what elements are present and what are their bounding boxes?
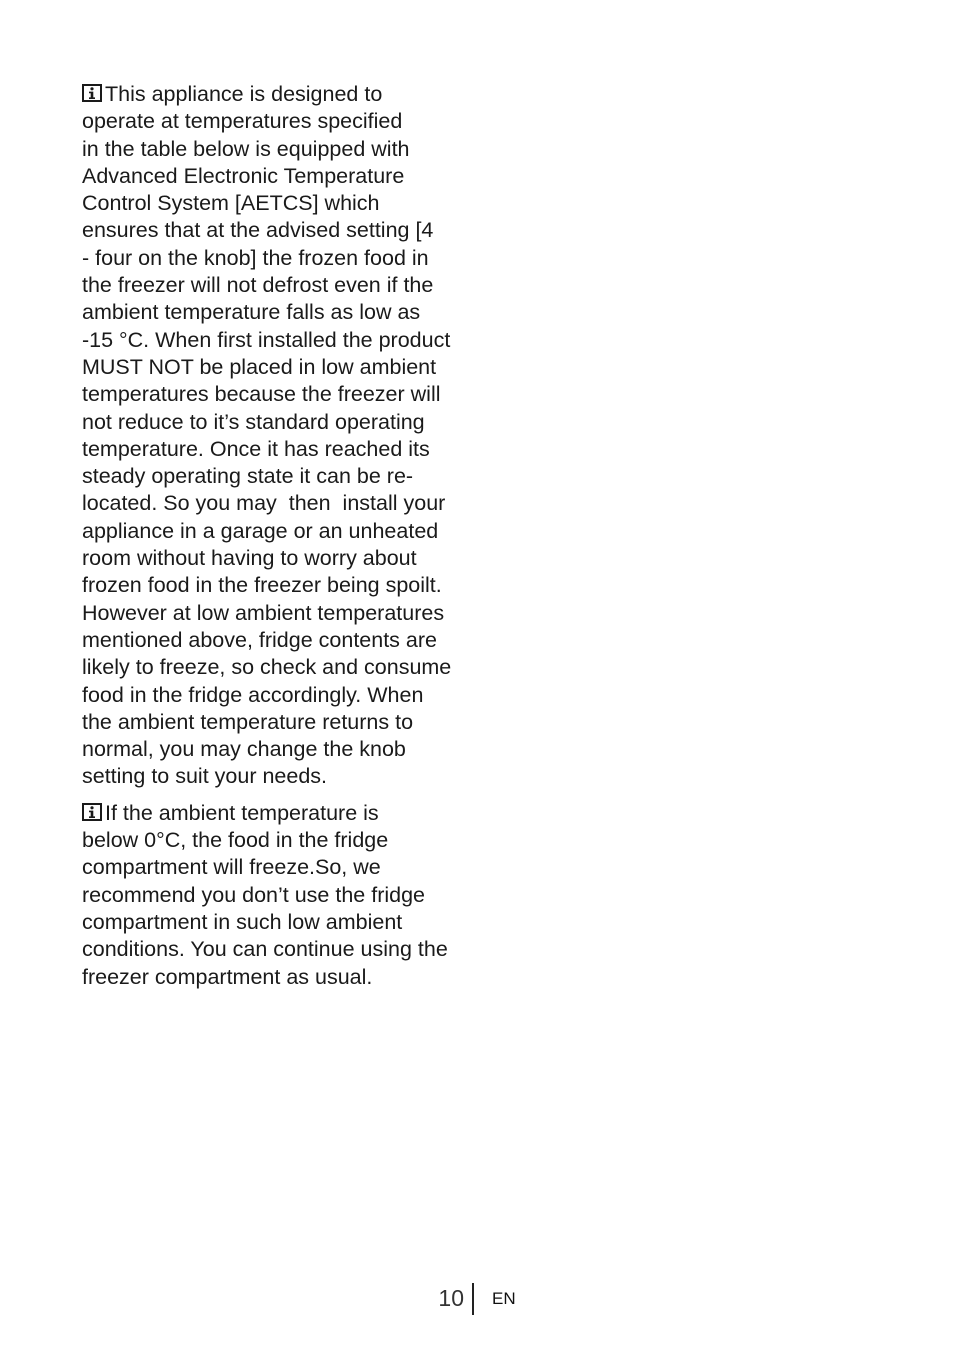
paragraph-line: recommend you don’t use the fridge	[82, 882, 426, 907]
paragraph-line: ensures that at the advised setting [4	[82, 218, 434, 243]
paragraph-line: compartment will freeze.So, we	[82, 855, 381, 880]
paragraph-line: Advanced Electronic Temperature	[82, 163, 405, 188]
info-icon	[82, 84, 102, 102]
paragraph-line: This appliance is designed to	[82, 81, 467, 108]
info-icon	[82, 803, 102, 821]
info-paragraph-2	[82, 800, 467, 991]
paragraph-line: Control System [AETCS] which	[82, 191, 380, 216]
paragraph-line: not reduce to it’s standard operating	[82, 409, 425, 434]
paragraph-line: likely to freeze, so check and consume	[82, 655, 452, 680]
paragraph-line: in the table below is equipped with	[82, 136, 410, 161]
paragraph-line: setting to suit your needs.	[82, 764, 328, 789]
page-footer	[0, 1283, 954, 1317]
paragraph-line: If the ambient temperature is	[82, 800, 467, 827]
paragraph-line: food in the fridge accordingly. When	[82, 682, 424, 707]
paragraph-line: compartment in such low ambient	[82, 909, 403, 934]
paragraph-line: appliance in a garage or an unheated	[82, 518, 439, 543]
page-number: 10	[438, 1285, 464, 1311]
content-column	[82, 81, 467, 991]
paragraph-line: the freezer will not defrost even if the	[82, 273, 434, 298]
language-code: EN	[492, 1289, 516, 1308]
paragraph-line: below 0°C, the food in the fridge	[82, 828, 389, 853]
paragraph-line: normal, you may change the knob	[82, 737, 406, 762]
paragraph-line: However at low ambient temperatures	[82, 600, 445, 625]
paragraph-line: freezer compartment as usual.	[82, 964, 373, 989]
paragraph-line: ambient temperature falls as low as	[82, 300, 421, 325]
paragraph-line: -15 °C. When first installed the product	[82, 327, 451, 352]
paragraph-line: steady operating state it can be re-	[82, 464, 414, 489]
paragraph-line: operate at temperatures specified	[82, 109, 403, 134]
info-paragraph-1	[82, 81, 467, 791]
paragraph-line: temperatures because the freezer will	[82, 382, 441, 407]
paragraph-line: the ambient temperature returns to	[82, 709, 414, 734]
paragraph-line: room without having to worry about	[82, 546, 417, 571]
paragraph-line: - four on the knob] the frozen food in	[82, 245, 429, 270]
paragraph-line: mentioned above, fridge contents are	[82, 627, 437, 652]
paragraph-line: frozen food in the freezer being spoilt.	[82, 573, 442, 598]
paragraph-line: temperature. Once it has reached its	[82, 436, 430, 461]
paragraph-line: MUST NOT be placed in low ambient	[82, 354, 437, 379]
paragraph-line: located. So you may then install your	[82, 491, 446, 516]
paragraph-line: conditions. You can continue using the	[82, 937, 448, 962]
footer-divider	[472, 1283, 474, 1315]
